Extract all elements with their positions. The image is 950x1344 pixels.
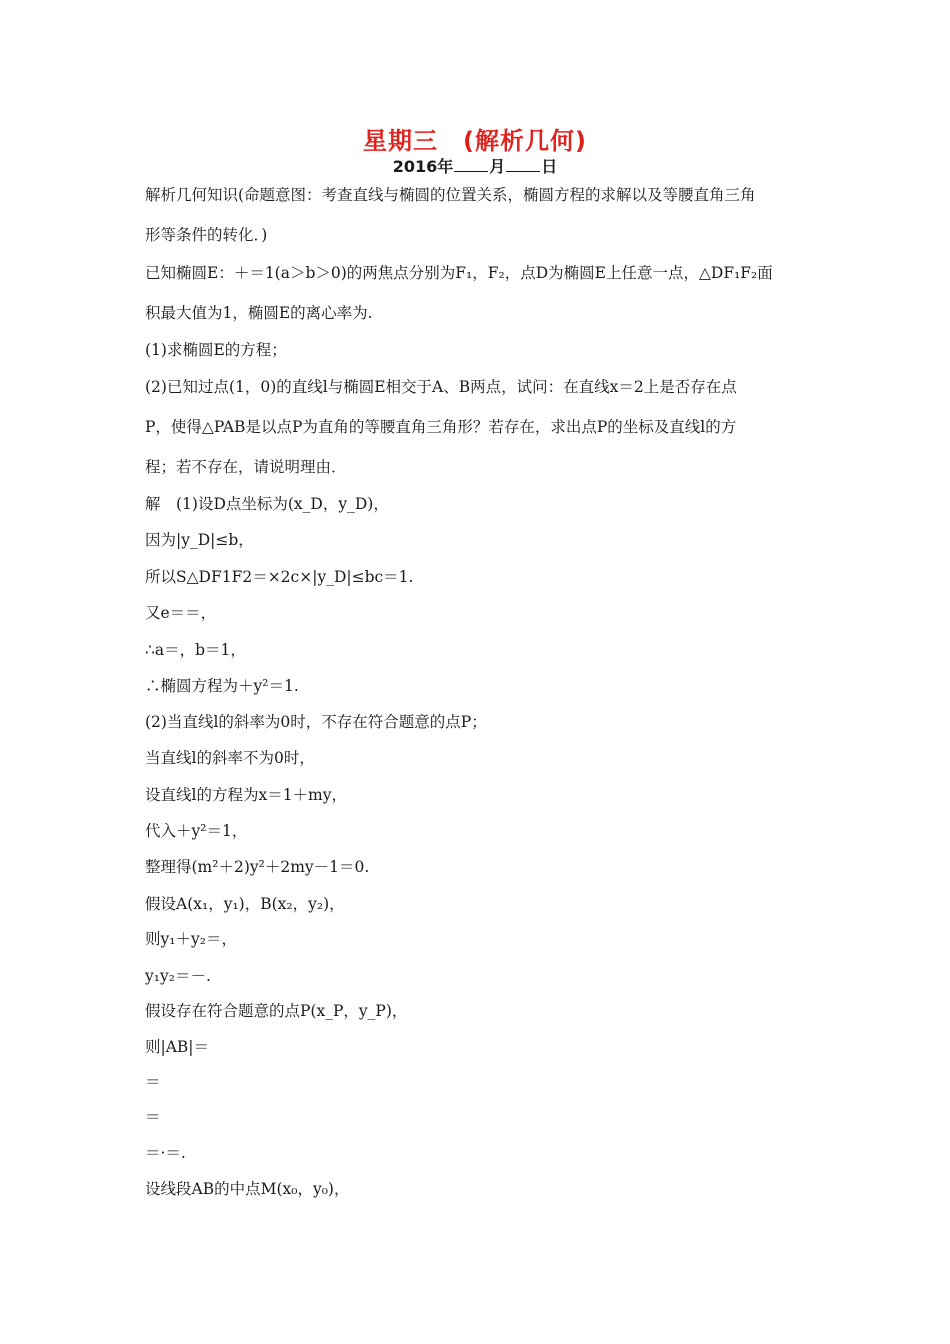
solution-line: ＝ (145, 1073, 161, 1091)
solution-line: 因为|y_D|≤b， (145, 531, 254, 549)
solution-line: 设线段AB的中点M(x₀，y₀)， (145, 1180, 350, 1198)
question-1: (1)求椭圆E的方程； (145, 341, 287, 359)
date-day: 日 (541, 157, 558, 176)
day-blank (506, 157, 540, 172)
page-title: 星期三 (解析几何) (363, 127, 587, 155)
solution-line: 当直线l的斜率不为0时， (145, 749, 315, 767)
question-2-line-b: P，使得△PAB是以点P为直角的等腰直角三角形？若存在，求出点P的坐标及直线l的方 (145, 418, 737, 436)
solution-line: 则|AB|＝ (145, 1038, 210, 1056)
solution-line: (2)当直线l的斜率为0时，不存在符合题意的点P； (145, 713, 487, 731)
intro-line-2: 形等条件的转化．) (145, 226, 268, 244)
solution-line: 假设存在符合题意的点P(x_P，y_P)， (145, 1002, 408, 1020)
solution-line: ∴a＝，b＝1， (145, 641, 246, 659)
solution-line: ∴椭圆方程为＋y²＝1. (145, 677, 299, 695)
problem-line-1: 已知椭圆E：＋＝1(a＞b＞0)的两焦点分别为F₁，F₂，点D为椭圆E上任意一点，△DF₁F₂面 (145, 264, 773, 282)
date-month: 月 (489, 157, 506, 176)
solution-line: 所以S△DF1F2＝×2c×|y_D|≤bc＝1. (145, 568, 414, 586)
date-line (0, 154, 950, 177)
solution-line: ＝ (145, 1108, 161, 1126)
question-2-line-c: 程；若不存在，请说明理由． (145, 458, 347, 476)
problem-line-2: 积最大值为1，椭圆E的离心率为. (145, 304, 373, 322)
solution-line: 则y₁＋y₂＝， (145, 930, 237, 948)
date-year: 2016年 (392, 157, 454, 176)
question-2-line-a: (2)已知过点(1，0)的直线l与椭圆E相交于A、B两点，试问：在直线x＝2上是否存在点 (145, 378, 737, 396)
solution-line: 整理得(m²＋2)y²＋2my－1＝0. (145, 858, 370, 876)
solution-line: 代入＋y²＝1， (145, 822, 248, 840)
intro-line-1: 解析几何知识(命题意图：考查直线与椭圆的位置关系，椭圆方程的求解以及等腰直角三角 (145, 186, 756, 204)
solution-line: ＝·＝. (145, 1144, 186, 1162)
month-blank (454, 157, 488, 172)
solution-line: y₁y₂＝－. (145, 967, 211, 985)
solution-line: 设直线l的方程为x＝1＋my， (145, 786, 348, 804)
solution-line: 假设A(x₁，y₁)，B(x₂，y₂)， (145, 895, 345, 913)
solution-line: 解 (1)设D点坐标为(x_D，y_D)， (145, 495, 389, 513)
solution-line: 又e＝＝， (145, 604, 217, 622)
